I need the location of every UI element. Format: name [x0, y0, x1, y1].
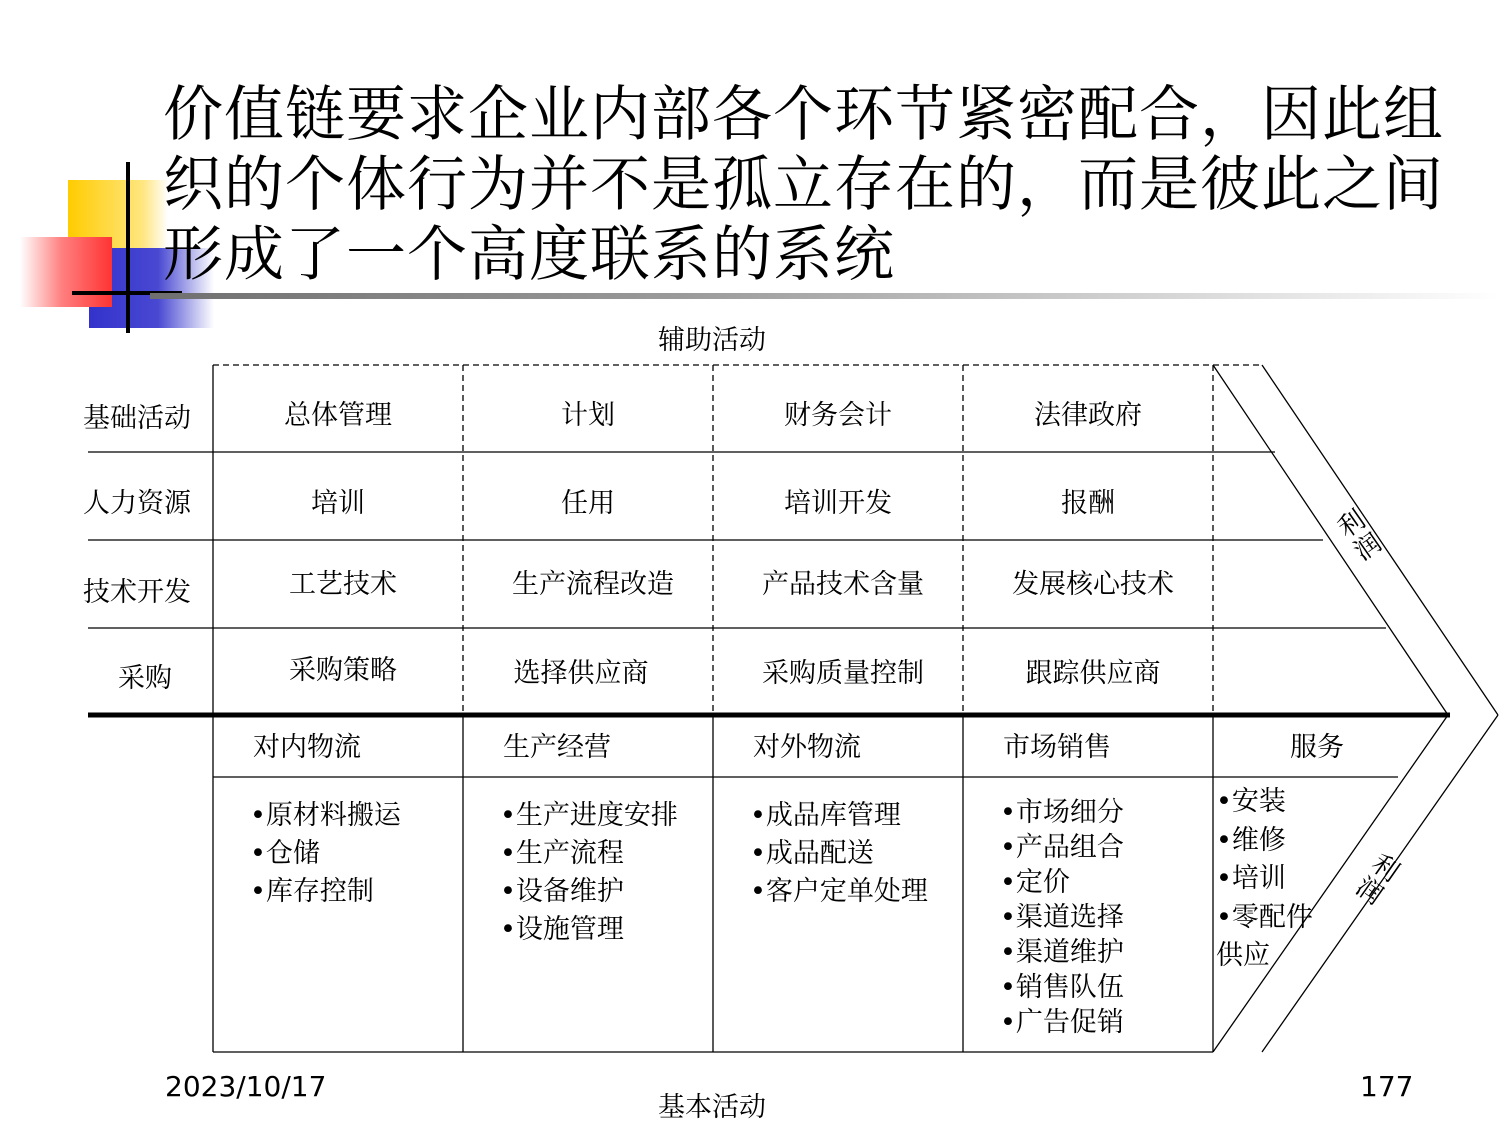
support-cell: 法律政府 — [1034, 400, 1142, 431]
list-item: •销售队伍 — [1000, 972, 1124, 1003]
list-item: •定价 — [1000, 867, 1070, 898]
support-row-label: 采购 — [118, 663, 172, 694]
list-item: •成品配送 — [750, 838, 874, 869]
list-item: •产品组合 — [1000, 832, 1124, 863]
support-cell: 培训 — [311, 488, 365, 519]
profit-label-bottom: 利润 — [1349, 848, 1405, 912]
primary-activity-header: 市场销售 — [1003, 732, 1111, 763]
support-row-label: 基础活动 — [83, 403, 191, 434]
list-item: •设施管理 — [500, 914, 624, 945]
primary-activity-header: 服务 — [1290, 732, 1344, 763]
support-cell: 采购质量控制 — [762, 658, 924, 689]
list-item: •渠道维护 — [1000, 937, 1124, 968]
support-cell: 计划 — [561, 400, 615, 431]
list-item: •安装 — [1216, 786, 1286, 817]
list-item: •库存控制 — [250, 876, 374, 907]
title-line-3: 形成了一个高度联系的系统 — [163, 220, 895, 290]
list-item: •生产流程 — [500, 838, 624, 869]
title-line-2: 织的个体行为并不是孤立存在的，而是彼此之间 — [163, 150, 1444, 220]
primary-activity-list — [1216, 783, 1313, 976]
support-cell: 跟踪供应商 — [1025, 658, 1161, 689]
support-row-label: 技术开发 — [83, 577, 191, 608]
support-cell: 产品技术含量 — [762, 569, 924, 600]
primary-activity-list — [500, 797, 678, 949]
primary-activity-header: 生产经营 — [503, 732, 611, 763]
page-number: 177 — [1360, 1070, 1414, 1103]
list-item: •市场细分 — [1000, 797, 1124, 828]
list-item: •仓储 — [250, 838, 320, 869]
support-cell: 发展核心技术 — [1012, 569, 1174, 600]
title-line-1: 价值链要求企业内部各个环节紧密配合，因此组 — [163, 80, 1444, 150]
support-activities-label: 辅助活动 — [658, 325, 766, 356]
list-item: •广告促销 — [1000, 1007, 1124, 1038]
support-cell: 报酬 — [1061, 488, 1115, 519]
list-item: •培训 — [1216, 863, 1286, 894]
list-item: •客户定单处理 — [750, 876, 928, 907]
support-row-label: 人力资源 — [83, 488, 191, 519]
support-cell: 财务会计 — [784, 400, 892, 431]
primary-activity-list — [1000, 795, 1124, 1040]
primary-activities-label: 基本活动 — [658, 1092, 766, 1123]
list-item: •渠道选择 — [1000, 902, 1124, 933]
support-cell: 选择供应商 — [513, 658, 649, 689]
profit-label-top: 利润 — [1332, 504, 1388, 568]
list-item: •原材料搬运 — [250, 800, 401, 831]
list-item: •零配件 — [1216, 901, 1313, 933]
support-cell: 培训开发 — [784, 488, 892, 519]
primary-activity-header: 对内物流 — [253, 732, 361, 763]
support-cell: 生产流程改造 — [512, 569, 674, 600]
support-cell: 任用 — [561, 488, 615, 519]
support-cell: 总体管理 — [284, 400, 392, 431]
support-cell: 采购策略 — [289, 655, 397, 686]
footer-date: 2023/10/17 — [165, 1070, 327, 1103]
primary-activity-list — [750, 797, 928, 911]
support-cell: 工艺技术 — [289, 569, 397, 600]
primary-activity-header: 对外物流 — [753, 732, 861, 763]
list-item: •设备维护 — [500, 876, 624, 907]
list-item: 供应 — [1216, 940, 1270, 971]
list-item: •维修 — [1216, 824, 1286, 856]
list-item: •成品库管理 — [750, 800, 901, 831]
primary-activity-list — [250, 797, 401, 911]
list-item: •生产进度安排 — [500, 800, 678, 831]
